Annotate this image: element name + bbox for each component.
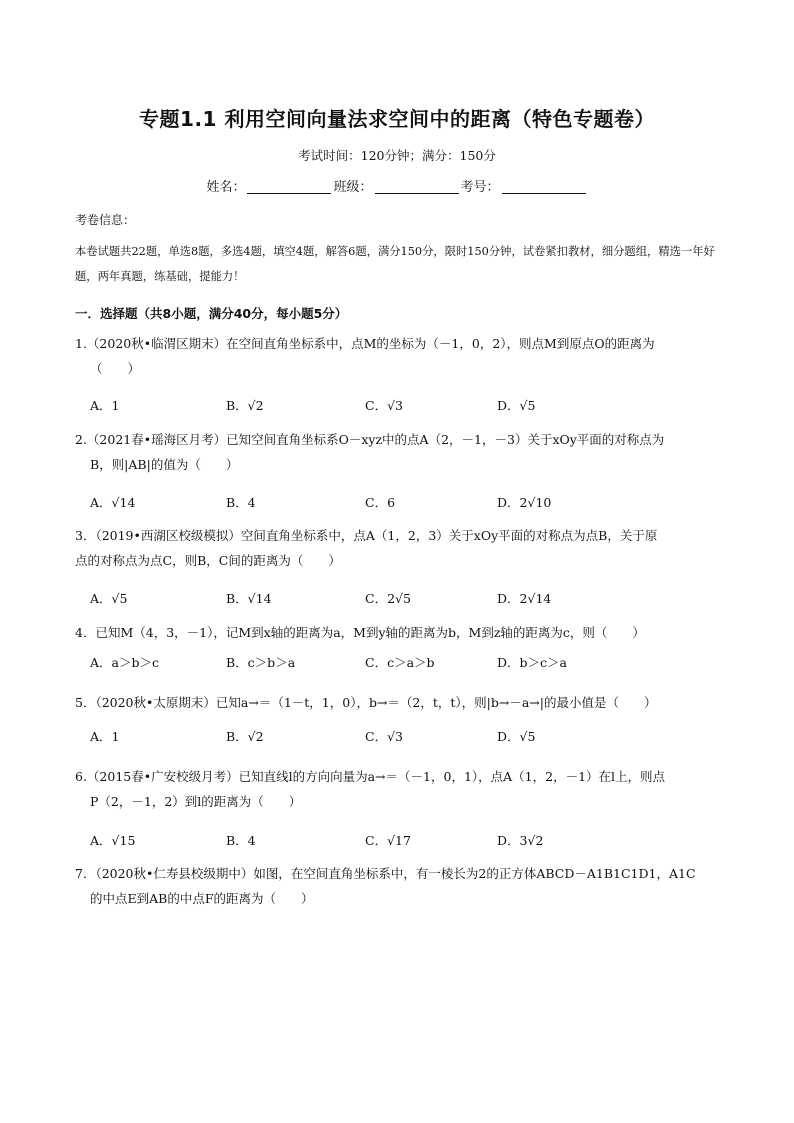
class-label: 班级： (333, 180, 373, 195)
option-c[interactable]: C．√17 (365, 833, 411, 848)
number-blank[interactable] (502, 179, 586, 194)
question-6-line1: 6.（2015春•广安校级月考）已知直线l的方向向量为a→＝（－1，0，1），点A（1，2，－1）在l上，则点 (75, 769, 666, 784)
option-c[interactable]: C．6 (365, 495, 396, 510)
option-a[interactable]: A．√15 (90, 833, 136, 848)
question-6-line2: P（2，－1，2）到l的距离为（ ） (90, 794, 302, 809)
option-a[interactable]: A．1 (90, 729, 120, 744)
question-5-options (90, 727, 710, 749)
option-d[interactable]: D．2√14 (497, 591, 552, 606)
option-d[interactable]: D．3√2 (497, 833, 544, 848)
question-2-line1: 2.（2021春•瑶海区月考）已知空间直角坐标系O－xyz中的点A（2，－1，－3）关于xOy平面的对称点为 (75, 432, 665, 447)
option-b[interactable]: B．4 (226, 495, 256, 510)
question-3-line1: 3．（2019•西湖区校级模拟）空间直角坐标系中，点A（1，2，3）关于xOy平面的对称点为点B，关于原 (75, 528, 658, 543)
option-a[interactable]: A．1 (90, 398, 120, 413)
section-title: 一．选择题（共8小题，满分40分，每小题5分） (75, 306, 348, 321)
name-blank[interactable] (247, 179, 331, 194)
question-2 (75, 427, 725, 477)
question-2-options (90, 493, 710, 515)
class-blank[interactable] (375, 179, 459, 194)
info-text: 本卷试题共22题，单选8题，多选4题，填空4题，解答6题，满分150分，限时150分钟，试卷紧扣教材，细分题组，精选一年好题，两年真题，练基础，提能力！ (75, 245, 715, 283)
option-d[interactable]: D．√5 (497, 729, 536, 744)
question-3-options (90, 589, 710, 611)
question-3 (75, 523, 725, 573)
question-7-line1: 7．（2020秋•仁寿县校级期中）如图，在空间直角坐标系中，有一棱长为2的正方体ABCD－A1B1C1D1，A1C (75, 866, 696, 881)
question-1 (75, 331, 725, 381)
info-label: 考卷信息： (75, 213, 136, 227)
option-c[interactable]: C．c＞a＞b (365, 655, 435, 670)
option-a[interactable]: A．√14 (90, 495, 136, 510)
option-c[interactable]: C．√3 (365, 398, 403, 413)
option-d[interactable]: D．√5 (497, 398, 536, 413)
question-2-line2: B，则|AB|的值为（ ） (90, 457, 239, 472)
option-b[interactable]: B．√2 (226, 398, 264, 413)
question-3-line2: 点的对称点为点C，则B，C间的距离为（ ） (75, 553, 341, 568)
option-b[interactable]: B．c＞b＞a (226, 655, 296, 670)
question-4 (75, 620, 725, 645)
page-title: 专题1.1 利用空间向量法求空间中的距离（特色专题卷） (139, 107, 655, 131)
question-4-options (90, 653, 710, 675)
question-1-line1: 1.（2020秋•临渭区期末）在空间直角坐标系中，点M的坐标为（－1，0，2），则点M到原点O的距离为 (75, 336, 655, 351)
option-c[interactable]: C．√3 (365, 729, 403, 744)
option-a[interactable]: A．√5 (90, 591, 128, 606)
question-5 (75, 690, 725, 715)
name-label: 姓名： (206, 180, 246, 195)
question-1-options (90, 396, 710, 418)
question-1-line2: （ ） (90, 361, 141, 376)
option-a[interactable]: A．a＞b＞c (90, 655, 159, 670)
option-d[interactable]: D．2√10 (497, 495, 552, 510)
option-b[interactable]: B．√14 (226, 591, 272, 606)
question-6 (75, 764, 725, 814)
option-b[interactable]: B．√2 (226, 729, 264, 744)
option-c[interactable]: C．2√5 (365, 591, 411, 606)
question-7 (75, 861, 725, 911)
option-d[interactable]: D．b＞c＞a (497, 655, 567, 670)
question-6-options (90, 831, 710, 853)
student-fields (0, 176, 794, 195)
question-7-line2: 的中点E到AB的中点F的距离为（ ） (90, 891, 314, 906)
question-5-line1: 5．（2020秋•太原期末）已知a→＝（1－t，1，0），b→＝（2，t，t），则|b→－a→|的最小值是（ ） (75, 695, 657, 710)
number-label: 考号： (460, 180, 500, 195)
exam-subtitle: 考试时间：120分钟；满分：150分 (298, 148, 496, 163)
question-4-line1: 4．已知M（4，3，－1），记M到x轴的距离为a，M到y轴的距离为b，M到z轴的距离为c，则（ ） (75, 625, 645, 640)
option-b[interactable]: B．4 (226, 833, 256, 848)
